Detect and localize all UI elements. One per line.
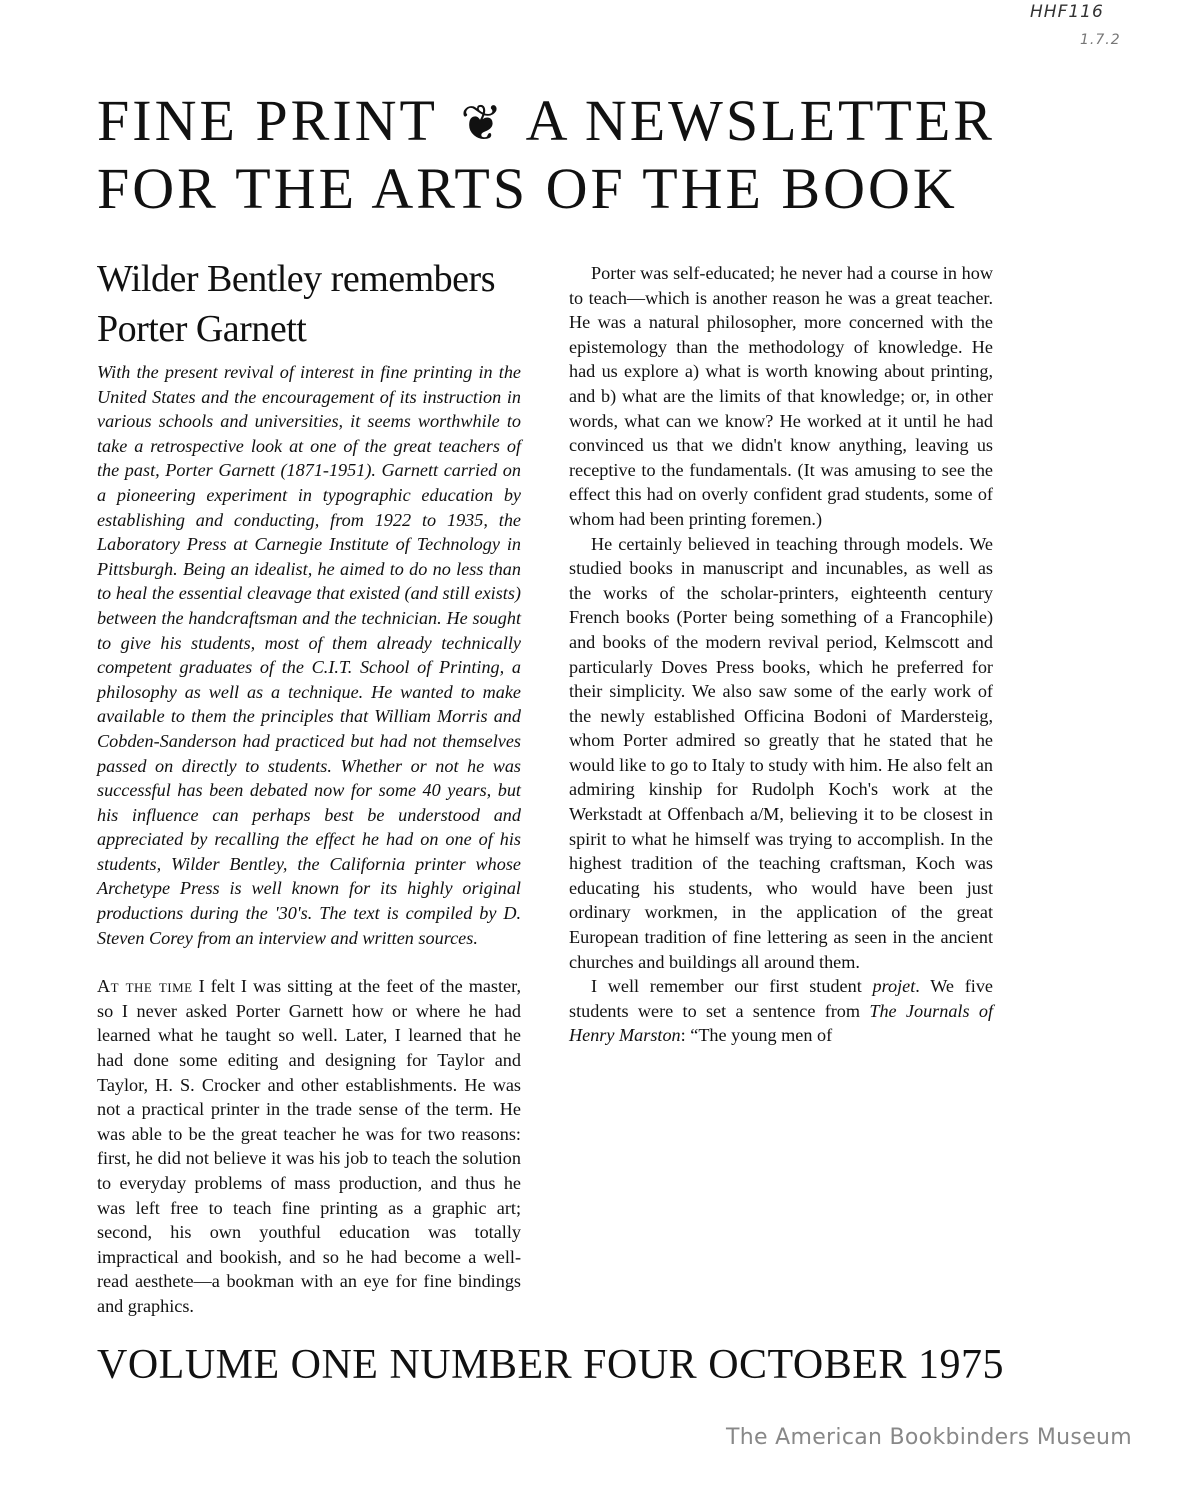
p4-italic-title: The Journals of Henry Marston <box>569 1000 993 1046</box>
article-intro: With the present revival of interest in fine printing in the United States and the encouragement of its instruction in various schools and universities, it seems worthwhile to take a retrospective look at one of the great teachers of the past, Porter Garnett (1871-1951). Garnett carried on a pioneering experiment in typographic education by establishing and conducting, from 1922 to 1935, the Laboratory Press at Carnegie Institute of Technology in Pittsburgh. Being an idealist, he aimed to do no less than to heal the essential cleavage that existed (and still exists) between the handcraftsman and the technician. He sought to give his students, most of them already technically competent graduates of the C.I.T. School of Printing, a philosophy as well as a technique. He wanted to make available to them the principles that William Morris and Cobden-Sanderson had practiced but had not themselves passed on directly to students. Whether or not he was successful has been debated now for some 40 years, but his influence can perhaps best be understood and appreciated by recalling the effect he had on one of his students, Wilder Bentley, the California printer whose Archetype Press is well known for its highly original productions during the '30's. The text is compiled by D. Steven Corey from an interview and written sources. <box>97 362 521 948</box>
article-headline <box>97 254 537 354</box>
body-paragraph-1 <box>97 974 521 1318</box>
headline-line-1: Wilder Bentley remembers <box>97 258 495 300</box>
p4-text-c: : “The young men of <box>680 1025 833 1046</box>
p4-text-a: I well remember our first student <box>591 976 873 997</box>
museum-watermark: The American Bookbinders Museum <box>726 1425 1132 1450</box>
masthead-subtitle-a: A NEWSLETTER <box>525 88 995 153</box>
masthead-title: FINE PRINT <box>97 88 437 153</box>
fleuron-icon: ❦ <box>460 95 506 151</box>
masthead-line-1 <box>97 88 997 156</box>
body-paragraph-1-text: I felt I was sitting at the feet of the master, so I never asked Porter Garnett how or where he had learned what he taught so well. Later, I learned that he had done some editing and designing for Taylor and Taylor, H. S. Crocker and other establishments. He was not a practical printer in the trade sense of the term. He was able to be the great teacher he was for two reasons: first, he did not believe it was his job to teach the solution to everyday problems of mass production, and thus he was left free to teach fine printing as a graphic art; second, his own youthful education was totally impractical and bookish, and so he had become a well-read aesthete—a bookman with an eye for fine bindings and graphics. <box>97 976 521 1316</box>
masthead-subtitle-b: FOR THE ARTS OF THE BOOK <box>97 156 958 221</box>
handwritten-mark: 1.7.2 <box>1080 32 1121 48</box>
handwritten-catalog-number: HHF116 <box>1030 2 1104 22</box>
p4-text-b: . We five students were to set a sentence from <box>569 976 993 1021</box>
issue-footer: VOLUME ONE NUMBER FOUR OCTOBER 1975 <box>97 1342 1004 1388</box>
body-paragraph-3: He certainly believed in teaching through models. We studied books in manuscript and incunables, as well as the works of the scholar-printers, eighteenth century French books (Porter being something of a Francophile) and books of the modern revival period, Kelmscott and particularly Doves Press books, which he preferred for their simplicity. We also saw some of the early work of the newly established Officina Bodoni of Mardersteig, whom Porter admired so greatly that he stated that he would like to go to Italy to study with him. He also felt an admiring kinship for Rudolph Koch's work at the Werkstadt at Offenbach a/M, believing it to be closest in spirit to what he himself was trying to accomplish. In the highest tradition of the teaching craftsman, Koch was educating his students, who would have been just ordinary workmen, in the application of the great European tradition of fine lettering as seen in the ancient churches and buildings all around them. <box>569 533 993 972</box>
body-paragraph-2: Porter was self-educated; he never had a course in how to teach—which is another reason he was a great teacher. He was a natural philosopher, more concerned with the epistemology than the methodology of knowledge. He had us explore a) what is worth knowing about printing, and b) what are the limits of that knowledge; or, in other words, what can we know? He worked at it until he had convinced us that we didn't know anything, leaving us receptive to the fundamentals. (It was amusing to see the effect this had on overly confident grad students, some of whom had been printing foremen.) <box>569 263 993 529</box>
body-paragraph-4 <box>569 974 993 1048</box>
headline-line-2: Porter Garnett <box>97 308 307 350</box>
left-column <box>97 360 521 1319</box>
lead-in: At the time <box>97 976 193 997</box>
right-column <box>569 261 993 1048</box>
masthead <box>97 88 997 222</box>
p4-italic-projet: projet <box>872 976 916 997</box>
